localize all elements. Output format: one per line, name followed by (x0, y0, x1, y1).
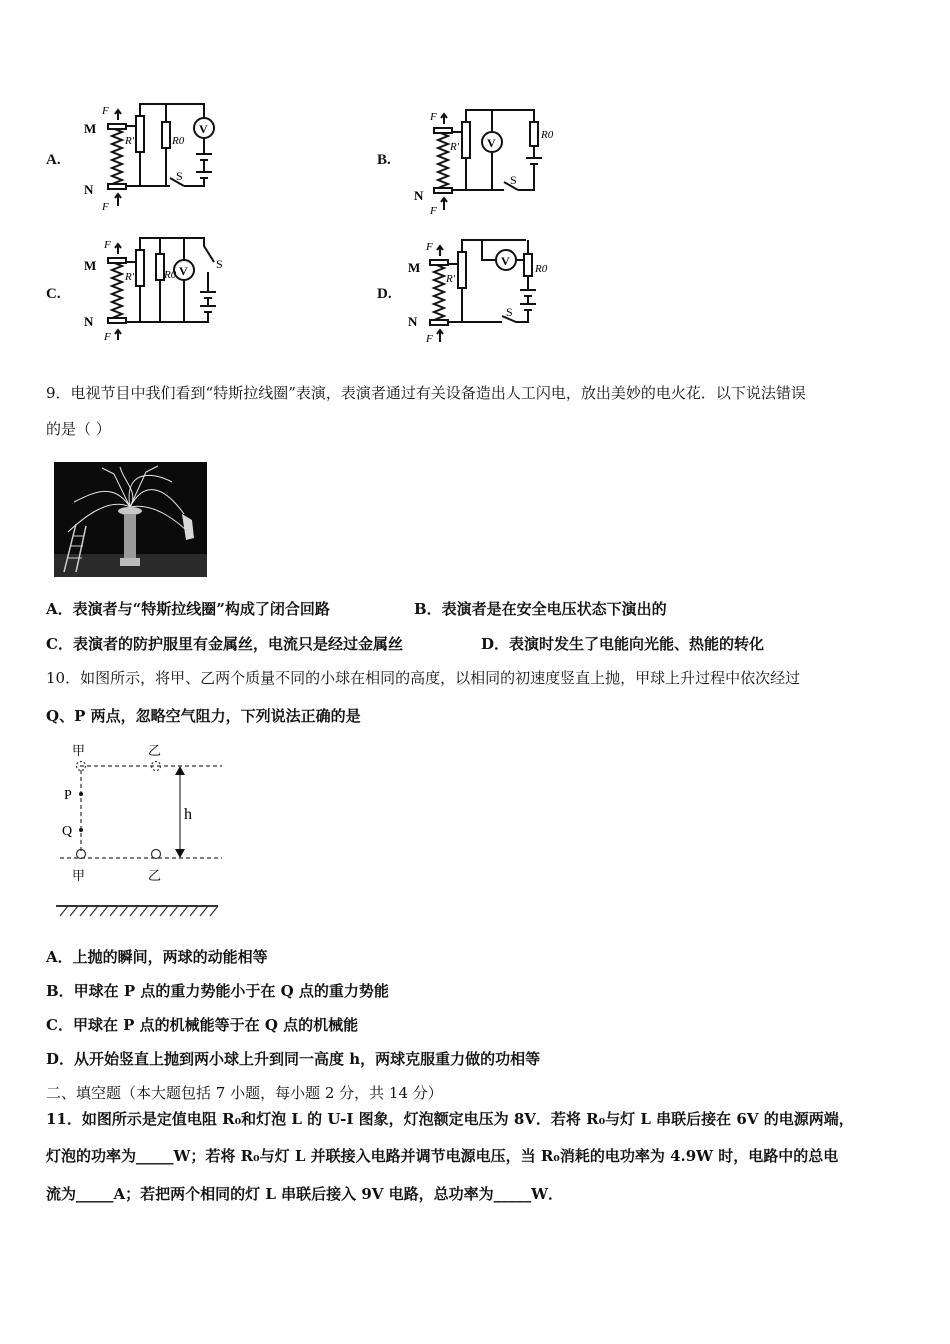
q9-option-b[interactable]: B．表演者是在安全电压状态下演出的 (414, 600, 667, 618)
q8-b-R0: R0 (541, 129, 554, 141)
q8-d-S: S (506, 305, 513, 319)
q9-stem-line2: 的是（ ） (46, 420, 111, 438)
q8-d-F-bottom: F (426, 333, 433, 345)
q8-a-F-bottom: F (102, 201, 109, 213)
q8-b-R1: R' (450, 141, 460, 153)
q11-line2: 灯泡的功率为_____W；若将 R₀与灯 L 并联接入电路并调节电源电压，当 R₀消耗的电功率为 4.9W 时，电路中的总电 (46, 1147, 839, 1165)
q8-a-M: M (84, 121, 97, 136)
q9-option-c[interactable]: C．表演者的防护服里有金属丝，电流只是经过金属丝 (46, 635, 403, 653)
q10-jia-top: 甲 (72, 743, 86, 758)
q10-P: P (64, 788, 72, 803)
q10-Q: Q (62, 824, 73, 839)
q8-a-R1: R' (125, 135, 135, 147)
q8-d-N: N (408, 314, 418, 329)
q10-stem-line2: Q、P 两点，忽略空气阻力，下列说法正确的是 (46, 707, 361, 725)
q8-a-N: N (84, 182, 94, 197)
q10-option-b[interactable]: B．甲球在 P 点的重力势能小于在 Q 点的重力势能 (46, 982, 389, 1000)
q8-option-c-label[interactable]: C. (46, 286, 61, 302)
q8-option-b-label[interactable]: B. (377, 152, 391, 168)
q8-c-V: V (179, 264, 188, 278)
q10-yi-top: 乙 (148, 743, 162, 758)
q8-b-F-top: F (430, 111, 437, 123)
q8-d-M: M (408, 260, 421, 275)
q8-d-R1: R' (446, 273, 456, 285)
q8-c-M: M (84, 258, 97, 273)
q8-b-F-bottom: F (430, 205, 437, 217)
q8-c-R0: R0 (164, 269, 177, 281)
q10-option-d[interactable]: D．从开始竖直上抛到两小球上升到同一高度 h，两球克服重力做的功相等 (46, 1050, 541, 1068)
q8-option-b-circuit (410, 104, 570, 224)
q8-a-S: S (176, 169, 183, 183)
q8-a-R0: R0 (172, 135, 185, 147)
q8-c-F-bottom: F (104, 331, 111, 343)
q8-c-F-top: F (104, 239, 111, 251)
q9-stem-line1: 9．电视节目中我们看到“特斯拉线圈”表演，表演者通过有关设备造出人工闪电，放出美妙的电火花．以下说法错误 (46, 384, 806, 402)
q8-b-S: S (510, 173, 517, 187)
q8-a-F-top: F (102, 105, 109, 117)
section2-title: 二、填空题（本大题包括 7 小题，每小题 2 分，共 14 分） (46, 1084, 443, 1102)
q8-c-N: N (84, 314, 94, 329)
q8-option-a-label[interactable]: A. (46, 152, 61, 168)
q8-b-N: N (414, 188, 424, 203)
q8-option-c-circuit (80, 232, 240, 352)
q10-figure (50, 738, 230, 918)
q8-option-d-label[interactable]: D. (377, 286, 392, 302)
q9-option-d[interactable]: D．表演时发生了电能向光能、热能的转化 (481, 635, 765, 653)
q11-line3: 流为_____A；若把两个相同的灯 L 串联后接入 9V 电路，总功率为_____W． (46, 1185, 563, 1203)
q10-option-c[interactable]: C．甲球在 P 点的机械能等于在 Q 点的机械能 (46, 1016, 359, 1034)
q8-d-V: V (501, 254, 510, 268)
q8-d-R0: R0 (535, 263, 548, 275)
q8-option-a-circuit (80, 98, 240, 218)
q10-option-a[interactable]: A．上抛的瞬间，两球的动能相等 (46, 948, 268, 966)
tesla-coil-photo (54, 462, 207, 577)
q10-jia-bottom: 甲 (72, 868, 86, 883)
q8-b-V: V (487, 136, 496, 150)
q8-c-S: S (216, 257, 223, 271)
q10-h: h (184, 806, 192, 823)
q9-option-a[interactable]: A．表演者与“特斯拉线圈”构成了闭合回路 (46, 600, 330, 618)
q8-a-V: V (199, 122, 208, 136)
q8-d-F-top: F (426, 241, 433, 253)
q10-yi-bottom: 乙 (148, 868, 162, 883)
q8-c-R1: R' (125, 271, 135, 283)
q11-line1: 11．如图所示是定值电阻 R₀和灯泡 L 的 U-I 图象，灯泡额定电压为 8V．若将 R₀与灯 L 串联后接在 6V 的电源两端， (46, 1110, 854, 1128)
q8-option-d-circuit (406, 234, 566, 354)
q10-stem-line1: 10．如图所示，将甲、乙两个质量不同的小球在相同的高度，以相同的初速度竖直上抛，甲球上升过程中依次经过 (46, 669, 801, 687)
